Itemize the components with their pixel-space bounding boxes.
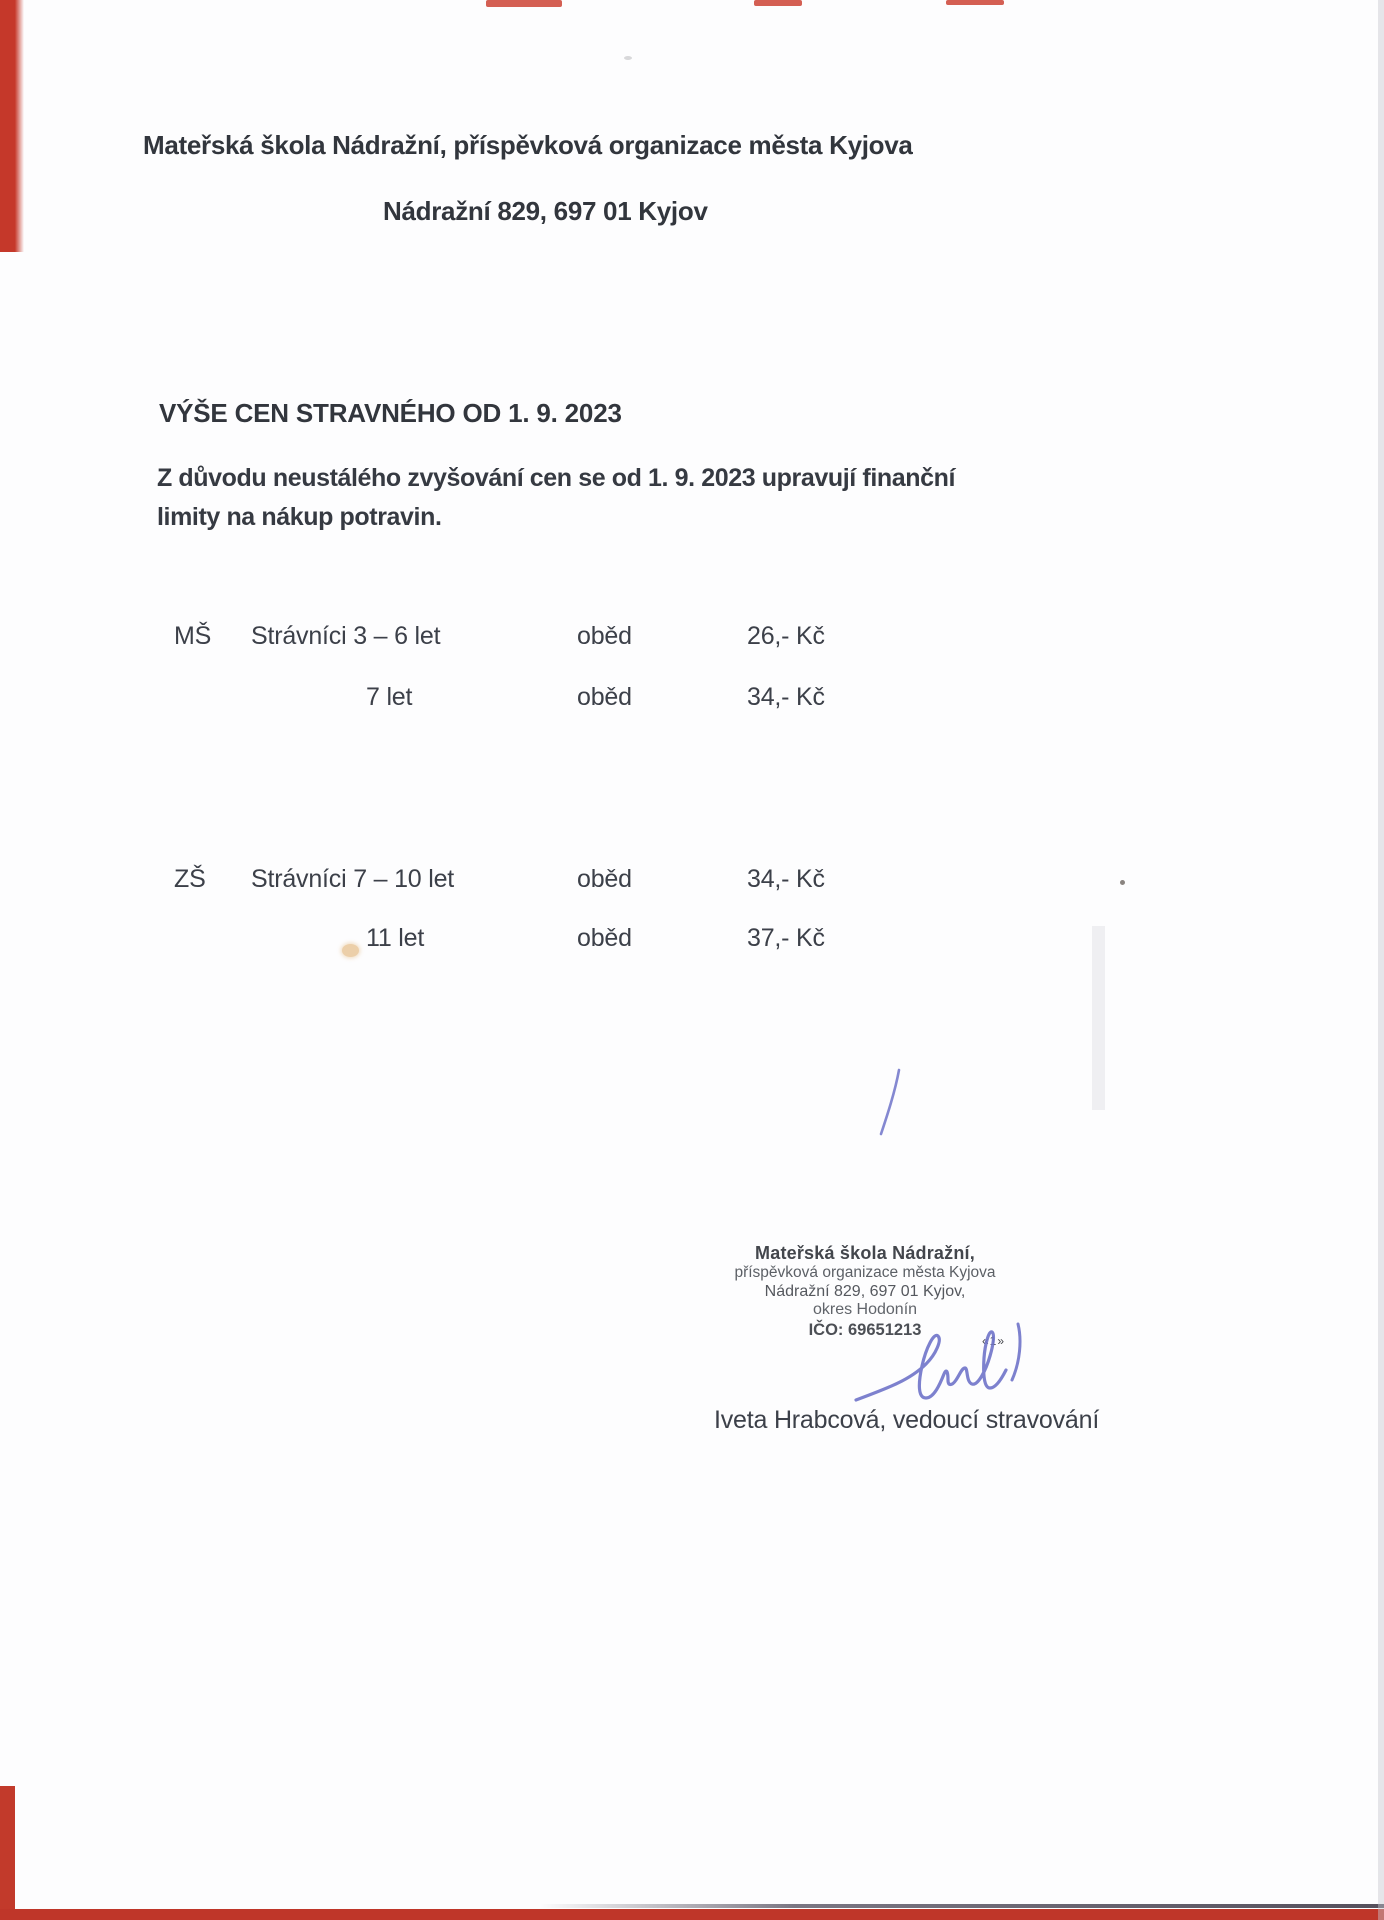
scan-artifact-right-edge <box>1378 0 1384 1920</box>
meal-cell: oběd <box>577 865 632 893</box>
page-number-marker: «1» <box>982 1334 1006 1348</box>
price-cell: 37,- Kč <box>747 924 825 952</box>
category-cell: 7 let <box>366 683 413 711</box>
price-cell: 34,- Kč <box>747 865 825 893</box>
intro-paragraph-line2: limity na nákup potravin. <box>157 503 442 531</box>
price-cell: 26,- Kč <box>747 622 825 650</box>
scan-artifact-light-band <box>1092 926 1105 1110</box>
intro-paragraph-line1: Z důvodu neustálého zvyšování cen se od 1. 9. 2023 upravují finanční <box>157 464 956 492</box>
table-row <box>0 622 1384 654</box>
category-cell: Strávníci 3 – 6 let <box>251 622 441 650</box>
group-label-ms: MŠ <box>174 622 212 650</box>
scan-artifact-red-dash <box>486 0 562 7</box>
scan-artifact-bottom-line <box>540 1904 1384 1908</box>
scan-artifact-red-left-edge <box>0 0 24 252</box>
table-row <box>0 683 1384 715</box>
category-cell: Strávníci 7 – 10 let <box>251 865 455 893</box>
category-cell: 11 let <box>366 924 425 952</box>
price-cell: 34,- Kč <box>747 683 825 711</box>
org-address: Nádražní 829, 697 01 Kyjov <box>383 196 708 226</box>
meal-cell: oběd <box>577 683 632 711</box>
stamp-line: okres Hodonín <box>812 1301 918 1319</box>
stamp-line: IČO: 69651213 <box>808 1321 922 1340</box>
document-heading: VÝŠE CEN STRAVNÉHO OD 1. 9. 2023 <box>159 398 622 428</box>
scan-speck <box>624 56 632 60</box>
meal-cell: oběd <box>577 622 632 650</box>
group-label-zs: ZŠ <box>174 865 206 893</box>
scan-artifact-red-left-edge-bottom <box>0 1786 15 1920</box>
scan-speck <box>1120 880 1125 885</box>
scan-artifact-red-dash <box>754 0 802 6</box>
pen-slash-mark <box>876 1066 904 1138</box>
org-title: Mateřská škola Nádražní, příspěvková organizace města Kyjova <box>143 130 913 160</box>
table-row <box>0 924 1384 956</box>
table-row <box>0 865 1384 897</box>
stamp-line: Mateřská škola Nádražní, <box>755 1243 975 1263</box>
scan-artifact-red-dash <box>946 0 1004 5</box>
stamp-line: Nádražní 829, 697 01 Kyjov, <box>764 1282 966 1300</box>
meal-cell: oběd <box>577 924 632 952</box>
scan-artifact-red-bottom-edge <box>0 1909 1384 1920</box>
stamp-line: příspěvková organizace města Kyjova <box>734 1264 996 1282</box>
scan-speck <box>342 944 359 957</box>
signature-caption: Iveta Hrabcová, vedoucí stravování <box>714 1406 1100 1434</box>
